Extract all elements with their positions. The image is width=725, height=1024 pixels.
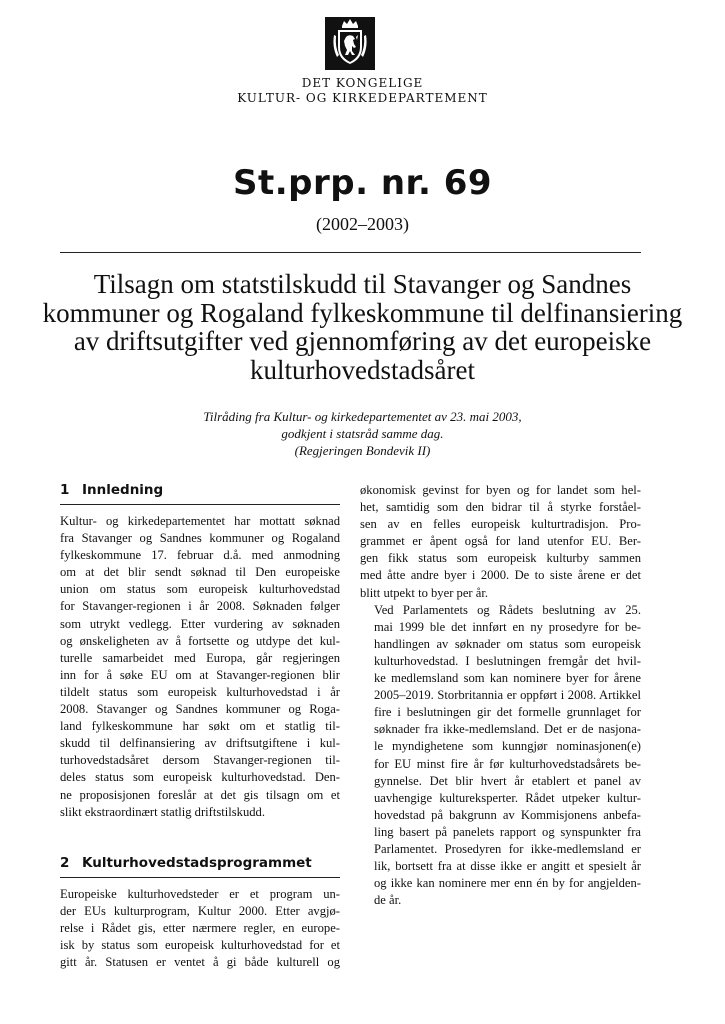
text-line: Ved Parlamentets og Rådets beslutning av 25.	[374, 602, 641, 617]
text-line: fra Stavanger og Sandnes kommuner og Rogaland	[60, 531, 340, 546]
text-line: gitt år. Statusen er ventet å gi både kulturell og	[60, 955, 340, 970]
text-line: sen av en felles europeisk kulturtradisjon. Pro-	[360, 517, 641, 532]
section-heading-2	[60, 855, 340, 878]
text-line: og ikke kan nominere mer enn én by for angjelden-	[374, 876, 641, 891]
document-number: St.prp. nr. 69	[232, 163, 493, 203]
text-line: økonomisk gevinst for byen og for landet som hel-	[360, 483, 641, 497]
text-line: relse i Rådet gis, etter nærmere regler, en europe-	[60, 920, 340, 935]
recommendation-block	[0, 408, 725, 459]
text-line: for EU minst fire år før kulturhovedstadsårets be-	[374, 756, 641, 771]
text-line: blitt utpekt to byer per år.	[360, 585, 489, 600]
document-title: Tilsagn om statstilskudd til Stavanger og Sandnes kommuner og Rogaland fylkeskommune til delfinansiering av driftsutgifter ved gjennomføring av det europeiske kulturhovedstadsåret	[42, 269, 683, 385]
recommendation-line-2: godkjent i statsråd samme dag.	[281, 426, 444, 441]
text-line: gynnelse. Det blir hvert år etablert et panel av	[374, 773, 641, 788]
text-line: land fylkeskommune har søkt om et statlig til-	[60, 719, 340, 734]
text-line: slikt ekstraordinært statlig driftstilskudd.	[60, 804, 265, 819]
text-line: for Stavanger-regionen i år 2008. Søknaden følger	[60, 599, 340, 614]
text-line: med åtte andre byer i 2000. De to siste årene er det	[360, 568, 641, 583]
text-line: skudd til delfinansiering av driftsutgiftene i kul-	[60, 736, 340, 751]
department-line-1: DET KONGELIGE	[301, 76, 424, 90]
right-column	[360, 482, 641, 909]
text-line: het, samtidig som den bidrar til å styrke forståel-	[360, 500, 641, 515]
text-line: uavhengige kultureksperter. Rådet utpeker kultur-	[374, 790, 641, 805]
text-line: søknader fra ikke-medlemsland. Det er de nasjona-	[374, 722, 641, 737]
text-line: tildelt status som europeisk kulturhovedstad i år	[60, 684, 340, 699]
text-line: handlingen av søknader om status som europeisk	[374, 636, 641, 651]
recommendation-line-3: (Regjeringen Bondevik II)	[294, 443, 431, 458]
text-line: inn for å søke EU om at Stavanger-regionen blir	[60, 667, 340, 682]
text-line: 2005–2019. Storbritannia er oppført i 2008. Artikkel	[374, 688, 641, 703]
text-line: mai 1999 ble det innført en ny prosedyre for be-	[374, 619, 641, 634]
text-line: le myndighetene som kunngjør nominasjonen(e)	[374, 739, 641, 754]
text-line: isk by status som europeisk kulturhovedstad for et	[60, 937, 340, 952]
text-line: ne proposisjonen foreslår at det gis tilsagn om et	[60, 787, 340, 802]
section-2-paragraph-continued	[360, 482, 641, 602]
section-heading-1	[60, 482, 340, 505]
text-line: turhovedstadsåret dersom Stavanger-regionen til-	[60, 753, 340, 768]
text-line: ling basert på panelets rapport og synspunkter fra	[374, 824, 641, 839]
text-line: turelle samarbeidet med Europa, går regjeringen	[60, 650, 340, 665]
section-2-paragraph-2	[360, 602, 641, 910]
text-line: kulturhovedstad. I beslutningen fremgår det hvil-	[374, 653, 641, 668]
text-line: Kultur- og kirkedepartementet har mottatt søknad	[60, 514, 340, 528]
session-years: (2002–2003)	[316, 214, 409, 234]
section-title: Innledning	[82, 482, 164, 498]
text-line: 2008. Stavanger og Sandnes kommuner og Roga-	[60, 702, 340, 717]
recommendation-line-1: Tilråding fra Kultur- og kirkedepartementet av 23. mai 2003,	[203, 409, 522, 424]
section-2-paragraph-start	[60, 886, 340, 971]
section-number: 2	[60, 854, 70, 871]
section-1-paragraph	[60, 513, 340, 821]
text-line: og ønskeligheten av å fortsette og utdype det kul-	[60, 633, 340, 648]
text-line: fire i beslutningen gir det formelle grunnlaget for	[374, 705, 641, 720]
text-line: hovedstad på bakgrunn av Kommisjonens anbefa-	[374, 807, 641, 822]
text-line: deles status som europeisk kulturhovedstad. Den-	[60, 770, 340, 785]
text-line: ke medlemsland som kan nominere byer for årene	[374, 671, 641, 686]
text-line: Parlamentet. Prosedyren for ikke-medlemsland er	[374, 841, 641, 856]
text-line: union om status som europeisk kulturhovedstad	[60, 582, 340, 597]
text-line: grammet er åpent også for land utenfor EU. Ber-	[360, 534, 641, 549]
department-line-2: KULTUR- OG KIRKEDEPARTEMENT	[237, 91, 488, 105]
text-line: der EUs kulturprogram, Kultur 2000. Etter avgjø-	[60, 903, 340, 918]
text-line: lik, bortsett fra at disse ikke er angitt et spesielt år	[374, 859, 641, 874]
royal-lion-crest-icon	[325, 17, 375, 70]
text-line: om at det blir sendt søknad til Den europeiske	[60, 565, 340, 580]
section-number: 1	[60, 482, 70, 498]
title-divider	[60, 252, 641, 253]
text-line: Europeiske kulturhovedsteder er et program un-	[60, 886, 340, 901]
text-line: fylkeskommune 17. februar d.å. med anmodning	[60, 548, 340, 563]
text-line: gen fikk status som europeisk kulturby sammen	[360, 551, 641, 566]
text-line: som utrykt vedlegg. Etter vurdering av søknaden	[60, 616, 340, 631]
text-line: de år.	[374, 893, 402, 908]
left-column	[60, 482, 340, 971]
section-title: Kulturhovedstadsprogrammet	[82, 854, 312, 871]
